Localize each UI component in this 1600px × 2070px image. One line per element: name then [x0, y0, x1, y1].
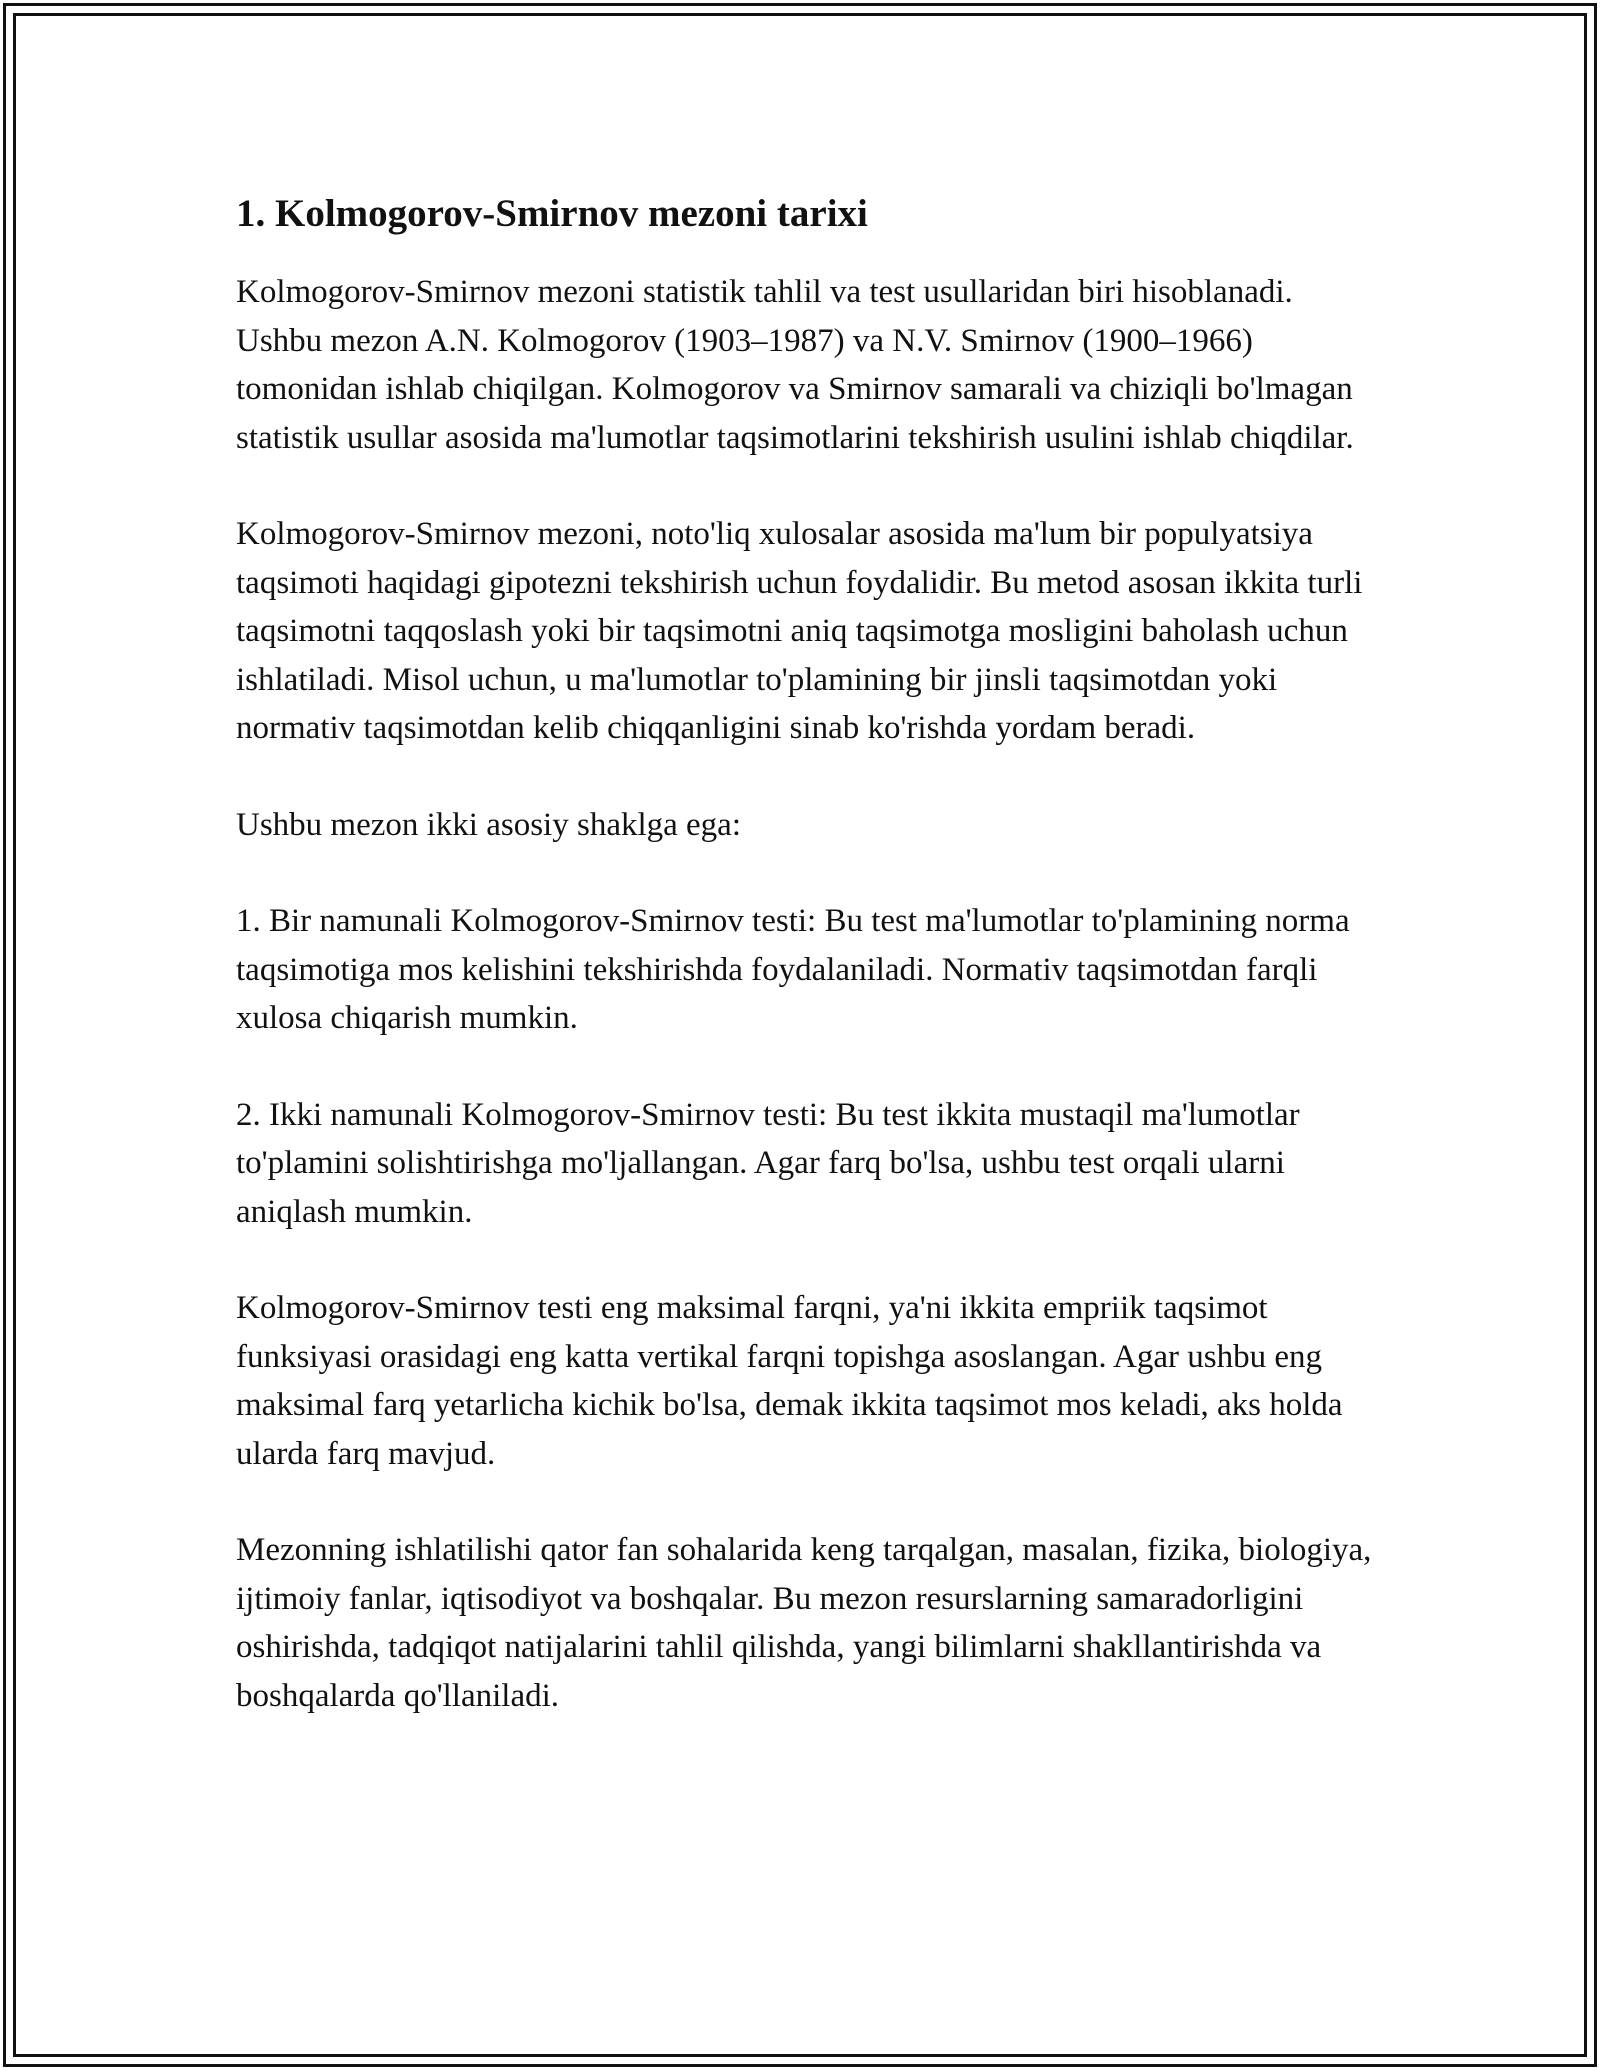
document-body: [236, 188, 1376, 1768]
paragraph-history: Kolmogorov-Smirnov mezoni statistik tahlil va test usullaridan biri hisoblanadi. Ushbu mezon A.N. Kolmogorov (1903–1987) va N.V. Smirnov (1900–1966) tomonidan ishlab chiqilgan. Kolmogorov va Smirnov samarali va chiziqli bo'lmagan statistik usullar asosida ma'lumotlar taqsimotlarini tekshirish usulini ishlab chiqdilar.: [236, 274, 1354, 456]
paragraph-max-difference: Kolmogorov-Smirnov testi eng maksimal farqni, ya'ni ikkita empriik taqsimot funksiyasi orasidagi eng katta vertikal farqni topishga asoslangan. Agar ushbu eng maksimal farq yetarlicha kichik bo'lsa, demak ikkita taqsimot mos keladi, aks holda ularda farq mavjud.: [236, 1290, 1343, 1472]
paragraph-applications: Mezonning ishlatilishi qator fan sohalarida keng tarqalgan, masalan, fizika, biologiya, ijtimoiy fanlar, iqtisodiyot va boshqalar. Bu mezon resurslarning samaradorligini oshirishda, tadqiqot natijalarini tahlil qilishda, yangi bilimlarni shakllantirishda va boshqalarda qo'llaniladi.: [236, 1532, 1372, 1714]
paragraph-two-sample-test: 2. Ikki namunali Kolmogorov-Smirnov testi: Bu test ikkita mustaqil ma'lumotlar to'plamini solishtirishga mo'ljallangan. Agar farq bo'lsa, ushbu test orqali ularni aniqlash mumkin.: [236, 1096, 1300, 1230]
section-heading: 1. Kolmogorov-Smirnov mezoni tarixi: [236, 192, 868, 235]
paragraph-purpose: Kolmogorov-Smirnov mezoni, noto'liq xulosalar asosida ma'lum bir populyatsiya taqsimoti haqidagi gipotezni tekshirish uchun foydalidir. Bu metod asosan ikkita turli taqsimotni taqqoslash yoki bir taqsimotni aniq taqsimotga mosligini baholash uchun ishlatiladi. Misol uchun, u ma'lumotlar to'plamining bir jinsli taqsimotdan yoki normativ taqsimotdan kelib chiqqanligini sinab ko'rishda yordam beradi.: [236, 516, 1363, 746]
paragraph-one-sample-test: 1. Bir namunali Kolmogorov-Smirnov testi: Bu test ma'lumotlar to'plamining norma taqsimotiga mos kelishini tekshirishda foydalaniladi. Normativ taqsimotdan farqli xulosa chiqarish mumkin.: [236, 903, 1350, 1036]
paragraph-forms-intro: Ushbu mezon ikki asosiy shaklga ega:: [236, 806, 741, 843]
